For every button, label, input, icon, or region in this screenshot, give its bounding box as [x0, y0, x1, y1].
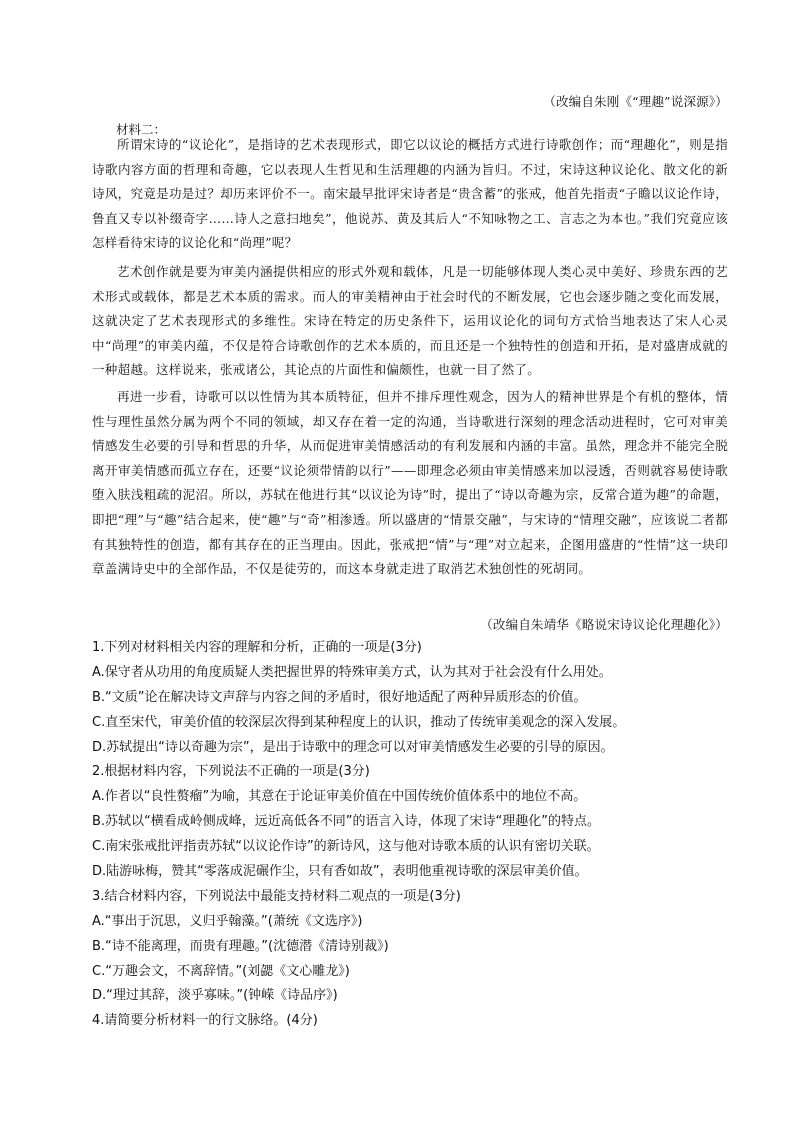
question-1-stem: 1.下列对材料相关内容的理解和分析，正确的一项是(3分): [92, 640, 422, 655]
question-3-option-b: B.“诗不能离理，而贵有理趣。”(沈德潜《清诗别裁》): [92, 938, 389, 954]
question-1-option-b: B.“文质”论在解决诗文声辞与内容之间的矛盾时，很好地适配了两种异质形态的价值。: [92, 689, 587, 705]
question-2-stem: 2.根据材料内容，下列说法不正确的一项是(3分): [92, 764, 370, 780]
question-2-option-d: D.陆游咏梅，赞其“零落成泥碾作尘，只有香如故”，表明他重视诗歌的深层审美价值。: [92, 864, 588, 880]
question-3-option-d: D.“理过其辞，淡乎寡味。”(钟嵘《诗品序》): [92, 988, 338, 1004]
question-3-option-c: C.“万趣会文，不离辞情。”(刘勰《文心雕龙》): [92, 963, 350, 979]
question-list: [92, 636, 742, 1034]
question-3-stem: 3.结合材料内容，下列说法中最能支持材料二观点的一项是(3分): [92, 888, 461, 904]
question-2-option-c: C.南宋张戒批评指责苏轼“以议论作诗”的新诗风，这与他对诗歌本质的认识有密切关联。: [92, 839, 600, 855]
material2-paragraph-2: 艺术创作就是要为审美内涵提供相应的形式外观和载体，凡是一切能够体现人类心灵中美好、珍贵东西的艺术形式或载体，都是艺术本质的需求。而人的审美精神由于社会时代的不断发展，它也会逐步随之变化而发展，这就决定了艺术表现形式的多维性。宋诗在特定的历史条件下，运用议论化的词句方式恰当地表达了宋人心灵中“尚理”的审美内蕴，不仅是符合诗歌创作的艺术本质的，而且还是一个独特性的创造和开拓，是对盛唐成就的一种超越。这样说来，张戒诸公，其论点的片面性和偏颇性，也就一目了然了。: [92, 264, 728, 378]
question-4-stem: 4.请简要分析材料一的行文脉络。(4分): [92, 1013, 318, 1029]
question-2-option-a: A.作者以“良性赘瘤”为喻，其意在于论证审美价值在中国传统价值体系中的地位不高。: [92, 789, 587, 805]
question-1-option-c: C.直至宋代，审美价值的较深层次得到某种程度上的认识，推动了传统审美观念的深入发展。: [92, 714, 626, 730]
material2-paragraph-3: 再进一步看，诗歌可以以性情为其本质特征，但并不排斥理性观念，因为人的精神世界是个有机的整体，情性与理性虽然分属为两个不同的领域，却又存在着一定的沟通，当诗歌进行深刻的理念活动进程时，它可对审美情感发生必要的引导和哲思的升华，从而促进审美情感活动的有利发展和内涵的丰富。虽然，理念并不能完全脱离开审美情感而孤立存在，还要“议论须带情韵以行”——即理念必须由审美情感来加以浸透，否则就容易使诗歌堕入肤浅粗疏的泥沼。所以，苏轼在他进行其“以议论为诗”时，提出了“诗以奇趣为宗，反常合道为趣”的命题，即把“理”与“趣”结合起来，使“趣”与“奇”相渗透。所以盛唐的“情景交融”，与宋诗的“情理交融”，应该说二者都有其独特性的创造，都有其存在的正当理由。因此，张戒把“情”与“理”对立起来，企图用盛唐的“性情”这一块印章盖满诗史中的全部作品，不仅是徒劳的，而这本身就走进了取消艺术独创性的死胡同。: [92, 389, 728, 577]
question-2-option-b: B.苏轼以“横看成岭侧成峰，远近高低各不同”的语言入诗，体现了宋诗“理趣化”的特点。: [92, 814, 600, 830]
source-citation-material1: （改编自朱刚《“理趣”说深源》）: [543, 94, 728, 109]
question-3-option-a: A.“事出于沉思，义归乎翰藻。”(萧统《文选序》): [92, 913, 363, 929]
material2-paragraph-1: 所谓宋诗的“议论化”，是指诗的艺术表现形式，即它以议论的概括方式进行诗歌创作；而“理趣化”，则是指诗歌内容方面的哲理和奇趣，它以表现人生哲见和生活理趣的内涵为旨归。不过，宋诗这种议论化、散文化的新诗风，究竟是功是过？却历来评价不一。南宋最早批评宋诗者是“贵含蓄”的张戒，他首先指责“子瞻以议论作诗，鲁直又专以补缀奇字……诗人之意扫地矣”，他说苏、黄及其后人“不知咏物之工、言志之为本也。”我们究竟应该怎样看待宋诗的议论化和“尚理”呢？: [92, 137, 728, 251]
source-citation-material2: （改编自朱靖华《略说宋诗议论化理趣化》）: [480, 617, 728, 632]
question-1-option-d: D.苏轼提出“诗以奇趣为宗”，是出于诗歌中的理念可以对审美情感发生必要的引导的原因。: [92, 739, 614, 755]
question-1-option-a: A.保守者从功用的角度质疑人类把握世界的特殊审美方式，认为其对于社会没有什么用处。: [92, 664, 612, 680]
material2-label: 材料二：: [116, 122, 167, 137]
